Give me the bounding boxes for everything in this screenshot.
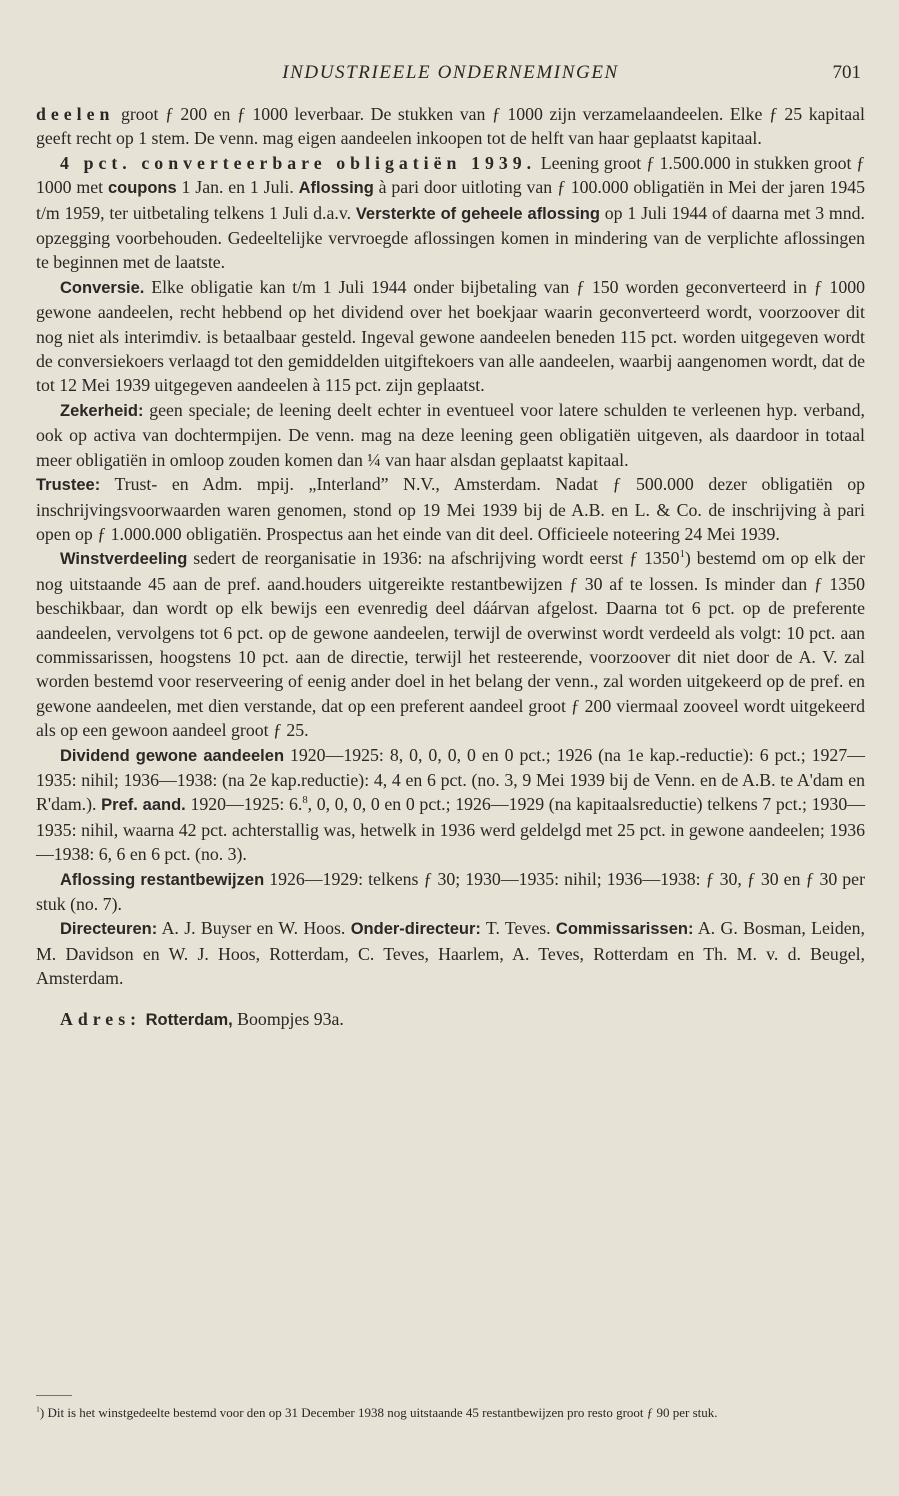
footnote-mark: 1: [36, 1404, 40, 1414]
paragraph-dividend: [36, 743, 865, 867]
footnote-1: [36, 1404, 865, 1422]
paragraph-text: 1920—1925: 8, 0, 0, 0, 0 en 0 pct.; 1926 (na 1e kap.-reductie): 6 pct.; 1927—1935: nihil; 1936—1938: (na 2e kap.reductie): 4, 4 en 6 pct. (no. 3, 9 Mei 1939 bij de Venn. en de A.B. te A'dam en R'dam.).: [36, 744, 865, 815]
paragraph-text: sedert de reorganisatie in 1936: na afschrijving wordt eerst ƒ 1350: [187, 548, 680, 569]
footnote-text: ) Dit is het winstgedeelte bestemd voor den op 31 December 1938 nog uitstaande 45 restantbewijzen pro resto groot ƒ 90 per stuk.: [39, 1405, 718, 1420]
paragraph-text: T. Teves.: [480, 918, 556, 939]
paragraph-text: A. J. Buyser en W. Hoos.: [157, 918, 351, 939]
bold-term: Versterkte of geheele aflossing: [355, 204, 600, 223]
bold-term: Directeuren:: [60, 920, 158, 939]
bold-term: Dividend gewone aandeelen: [60, 746, 285, 765]
paragraph-management: [36, 916, 865, 990]
paragraph-text: , 0, 0, 0, 0 en 0 pct.; 1926—1929 (na kapitaalsreductie) telkens 7 pct.; 1930—1935: nihil, waarna 42 pct. achterstallig was, hetwelk in 1936 werd geldelgd met 25 pct. in gewone aandeelen; 1936—1938: 6, 6 en 6 pct. (no. 3).: [36, 794, 865, 865]
paragraph-trustee: [36, 472, 865, 546]
paragraph-shares: [36, 102, 865, 151]
spaced-heading: 4 pct. converteerbare obligatiën 1939.: [60, 152, 537, 173]
bold-term: Winstverdeeling: [60, 550, 188, 569]
bold-term: Commissarissen:: [555, 920, 694, 939]
footnote-divider: [36, 1395, 72, 1396]
superscript: 8: [302, 794, 308, 807]
bold-term: Zekerheid:: [60, 401, 144, 420]
paragraph-text: 1926—1929: telkens ƒ 30; 1930—1935: nihil; 1936—1938: ƒ 30, ƒ 30 en ƒ 30 per stuk (no. 7).: [36, 868, 865, 914]
paragraph-profit-distribution: [36, 546, 865, 742]
bold-term: Conversie.: [60, 278, 145, 297]
paragraph-text: Leening groot ƒ 1.500.000 in stukken groot ƒ 1000 met: [36, 152, 865, 198]
bold-term: Onder-directeur:: [350, 920, 481, 939]
paragraph-text: groot ƒ 200 en ƒ 1000 leverbaar. De stukken van ƒ 1000 zijn verzamelaandeelen. Elke ƒ 25 kapitaal geeft recht op 1 stem. De venn. mag eigen aandeelen inkoopen tot de helft van haar geplaatst kapitaal.: [36, 104, 865, 149]
bold-term: Aflossing: [298, 179, 374, 198]
footnotes: [36, 1395, 865, 1422]
page-number: 701: [832, 62, 861, 83]
spaced-lead: deelen: [36, 104, 115, 124]
paragraph-text: à pari door uitloting van ƒ 100.000 obligatiën in Mei der jaren 1945 t/m 1959, ter uitbetaling telkens 1 Juli d.a.v.: [36, 177, 865, 223]
paragraph-text: geen speciale; de leening deelt echter in eventueel voor latere schulden te verleenen hyp. verband, ook op activa van dochtermpijen. De venn. mag na deze leening geen obligatiën uitgeven, als daardoor in totaal meer obligatiën in omloop zouden komen dan ¼ van haar alsdan geplaatst kapitaal.: [36, 399, 865, 470]
paragraph-text: ) bestemd om op elk der nog uitstaande 45 aan de pref. aand.houders uitgereikte restantbewijzen ƒ 30 af te lossen. Is minder dan ƒ 1350 beschikbaar, dan wordt op elk bewijs een evenredig deel dáárvan afgelost. Daarna tot 6 pct. op de preferente aandeelen, vervolgens tot 6 pct. op de gewone aandeelen, terwijl de overwinst wordt verdeeld als volgt: 10 pct. aan commissarissen, hoogstens 10 pct. aan de directie, terwijl het resteerende, voorzoover dit niet door de A. V. zal worden bestemd voor reserveering of eenig ander doel in het belang der venn., zal worden uitgekeerd op de pref. en gewone aandeelen, met dien verstande, dat op een preferent aandeel groot ƒ 200 viermaal zooveel wordt uitgekeerd als op een gewoon aandeel groot ƒ 25.: [36, 548, 865, 741]
paragraph-text: op 1 Juli 1944 of daarna met 3 mnd. opzegging voorbehouden. Gedeeltelijke vervroegde aflossingen komen in mindering van de verplichte aflossingen te beginnen met de laatste.: [36, 202, 865, 273]
paragraph-text: Elke obligatie kan t/m 1 Juli 1944 onder bijbetaling van ƒ 150 worden geconverteerd in ƒ 1000 gewone aandeelen, recht hebbend op het dividend over het boekjaar waarin geconverteerd wordt, voorzoover dit nog niet als interimdiv. is betaalbaar gesteld. Ingeval gewone aandeelen beneden 115 pct. worden uitgegeven wordt de conversiekoers verlaagd tot den gemiddelden uitgiftekoers van alle aandeelen, waarbij aangenomen wordt, dat de tot 12 Mei 1939 uitgegeven aandeelen à 115 pct. zijn geplaatst.: [36, 276, 865, 396]
paragraph-bonds: [36, 151, 865, 275]
bold-term: coupons: [107, 179, 177, 198]
page-body: [36, 102, 865, 1032]
paragraph-text: Boompjes 93a.: [232, 1008, 344, 1029]
paragraph-text: 1 Jan. en 1 Juli.: [176, 177, 299, 198]
page-header: [36, 62, 865, 90]
bold-term: Aflossing restantbewijzen: [60, 870, 265, 889]
running-title: INDUSTRIEELE ONDERNEMINGEN: [282, 62, 619, 83]
paragraph-conversion: [36, 275, 865, 398]
paragraph-security: [36, 398, 865, 472]
footnote-ref[interactable]: 1: [679, 548, 685, 561]
paragraph-address: [36, 1007, 865, 1032]
paragraph-text: Trust- en Adm. mpij. „Interland” N.V., Amsterdam. Nadat ƒ 500.000 dezer obligatiën op inschrijvingsvoorwaarden waren genomen, stond op 19 Mei 1939 bij de A.B. en L. & Co. de inschrijving à pari open op ƒ 1.000.000 obligatiën. Prospectus aan het einde van dit deel. Officieele noteering 24 Mei 1939.: [36, 474, 865, 544]
bold-term: Pref. aand.: [101, 796, 186, 815]
paragraph-redemption: [36, 867, 865, 917]
paragraph-text: 1920—1925: 6.: [185, 794, 303, 815]
bold-term: Trustee:: [36, 476, 101, 495]
bold-term: Rotterdam,: [141, 1010, 233, 1029]
paragraph-text: A. G. Bosman, Leiden, M. Davidson en W. J. Hoos, Rotterdam, C. Teves, Haarlem, A. Teves, Rotterdam en Th. M. v. d. Beugel, Amsterdam.: [36, 918, 865, 989]
spaced-lead: Adres:: [60, 1008, 142, 1029]
